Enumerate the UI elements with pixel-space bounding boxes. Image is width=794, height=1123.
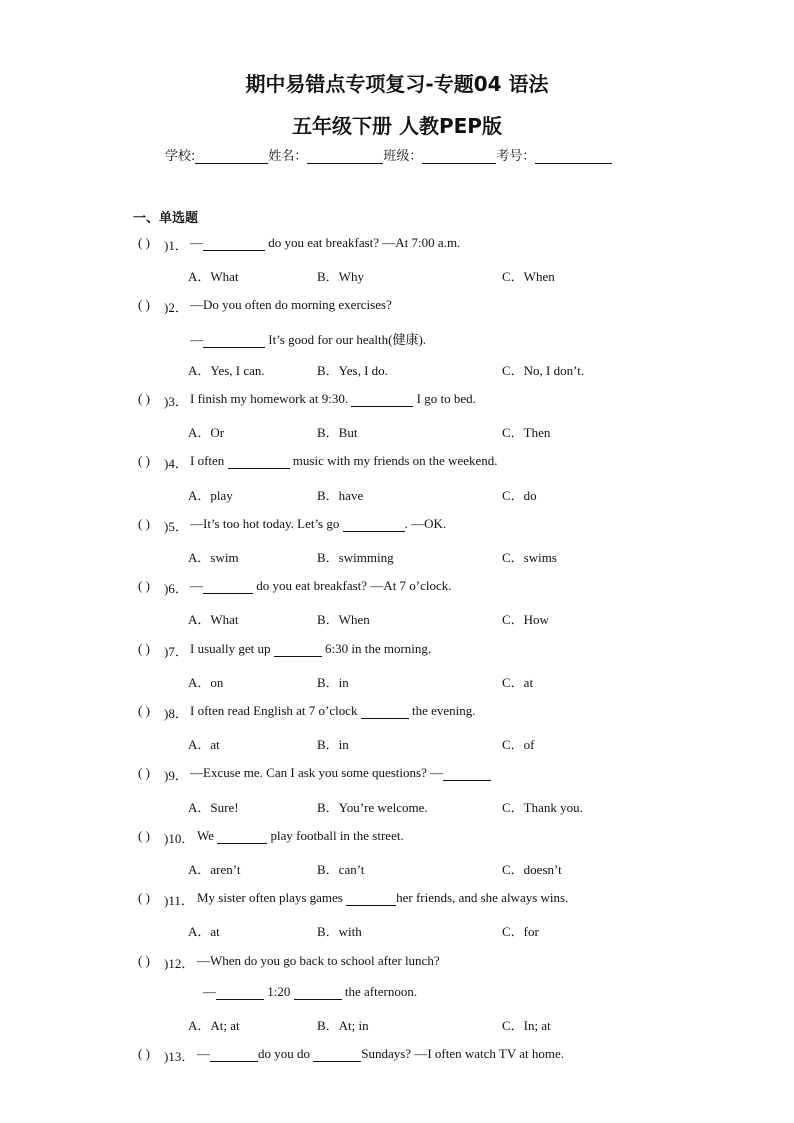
student-info-fields: [165, 145, 612, 164]
question-text: —When do you go back to school after lunch?: [197, 953, 440, 968]
name-label: 姓名：: [268, 149, 308, 164]
answer-blank[interactable]: [351, 395, 413, 407]
class-blank[interactable]: [422, 151, 496, 164]
question-text: do you do: [258, 1046, 314, 1061]
question-text: the evening.: [408, 703, 476, 718]
option-c[interactable]: C．for: [502, 924, 539, 939]
question-line: [190, 453, 498, 469]
option-c[interactable]: C．No, I don’t.: [502, 363, 585, 378]
answer-blank[interactable]: [216, 988, 264, 1000]
option-a[interactable]: A．What: [188, 612, 239, 627]
question-line: [190, 235, 460, 251]
answer-blank[interactable]: [346, 894, 396, 906]
question-text: I usually get up: [190, 641, 274, 656]
name-blank[interactable]: [307, 151, 383, 164]
question-text: —Excuse me. Can I ask you some questions? —: [190, 765, 444, 780]
option-c[interactable]: C．at: [502, 675, 534, 690]
question-number: )11．: [164, 893, 194, 908]
question-text: —: [190, 578, 203, 593]
option-c[interactable]: C．do: [502, 488, 537, 503]
answer-blank[interactable]: [443, 769, 491, 781]
answer-parentheses[interactable]: ( ): [138, 391, 150, 406]
answer-blank[interactable]: [203, 239, 265, 251]
option-a[interactable]: A．Or: [188, 425, 225, 440]
number-label: 考号：: [496, 149, 536, 164]
page-title: 期中易错点专项复习-专题04 语法: [245, 72, 549, 96]
option-b[interactable]: B．At; in: [317, 1018, 369, 1033]
question-text: —: [197, 1046, 210, 1061]
question-line: [190, 641, 431, 657]
school-blank[interactable]: [195, 151, 268, 164]
option-c[interactable]: C．In; at: [502, 1018, 551, 1033]
question-number: )6．: [164, 581, 188, 596]
question-text: 1:20: [264, 984, 294, 999]
question-line: [197, 1046, 564, 1062]
answer-parentheses[interactable]: ( ): [138, 953, 150, 968]
question-text: music with my friends on the weekend.: [289, 453, 498, 468]
answer-blank[interactable]: [228, 457, 290, 469]
question-text: We: [197, 828, 218, 843]
page-subtitle: 五年级下册 人教PEP版: [292, 114, 502, 138]
question-line: [190, 703, 476, 719]
question-line: [197, 828, 404, 844]
question-line-2: [203, 984, 417, 1000]
question-number: )13．: [164, 1049, 195, 1064]
option-a[interactable]: A．at: [188, 924, 220, 939]
question-number: )5．: [164, 519, 188, 534]
option-a[interactable]: A．at: [188, 737, 220, 752]
option-b[interactable]: B．swimming: [317, 550, 394, 565]
option-b[interactable]: B．in: [317, 675, 349, 690]
question-text: —: [190, 235, 203, 250]
answer-blank[interactable]: [343, 520, 405, 532]
option-c[interactable]: C．doesn’t: [502, 862, 562, 877]
school-label: 学校:: [165, 149, 196, 164]
section-title: 一、单选题: [133, 211, 199, 226]
answer-parentheses[interactable]: ( ): [138, 578, 150, 593]
option-a[interactable]: A．on: [188, 675, 224, 690]
question-line-2: [190, 329, 426, 348]
question-number: )12．: [164, 956, 195, 971]
question-text: My sister often plays games: [197, 890, 347, 905]
question-text: her friends, and she always wins.: [396, 890, 569, 905]
answer-blank[interactable]: [361, 707, 409, 719]
option-c[interactable]: C．Then: [502, 425, 551, 440]
question-line: [190, 578, 452, 594]
option-c[interactable]: C．How: [502, 612, 549, 627]
answer-parentheses[interactable]: ( ): [138, 235, 150, 250]
option-b[interactable]: B．have: [317, 488, 364, 503]
question-line: [190, 391, 476, 407]
option-b[interactable]: B．Why: [317, 269, 364, 284]
question-text: play football in the street.: [267, 828, 404, 843]
answer-parentheses[interactable]: ( ): [138, 1046, 150, 1061]
option-b[interactable]: B．in: [317, 737, 349, 752]
question-number: )4．: [164, 456, 188, 471]
question-number: )3．: [164, 394, 188, 409]
option-c[interactable]: C．swims: [502, 550, 557, 565]
answer-blank[interactable]: [274, 645, 322, 657]
answer-parentheses[interactable]: ( ): [138, 765, 150, 780]
option-c[interactable]: C．When: [502, 269, 555, 284]
answer-blank[interactable]: [210, 1050, 258, 1062]
answer-parentheses[interactable]: ( ): [138, 516, 150, 531]
answer-blank[interactable]: [313, 1050, 361, 1062]
question-number: )9．: [164, 768, 188, 783]
answer-parentheses[interactable]: ( ): [138, 641, 150, 656]
question-text: —Do you often do morning exercises?: [190, 297, 392, 312]
option-a[interactable]: A．Sure!: [188, 800, 239, 815]
answer-parentheses[interactable]: ( ): [138, 703, 150, 718]
option-c[interactable]: C．of: [502, 737, 535, 752]
question-line: [190, 297, 392, 313]
option-b[interactable]: B．But: [317, 425, 358, 440]
option-a[interactable]: A．aren’t: [188, 862, 241, 877]
number-blank[interactable]: [535, 151, 612, 164]
option-b[interactable]: B．Yes, I do.: [317, 363, 388, 378]
answer-blank[interactable]: [203, 582, 253, 594]
answer-blank[interactable]: [217, 832, 267, 844]
answer-parentheses[interactable]: ( ): [138, 890, 150, 905]
question-text: do you eat breakfast? —At 7:00 a.m.: [265, 235, 461, 250]
question-text: Sundays? —I often watch TV at home.: [361, 1046, 565, 1061]
question-line: [197, 953, 440, 969]
question-number: )2．: [164, 300, 188, 315]
question-text: do you eat breakfast? —At 7 o’clock.: [253, 578, 452, 593]
option-a[interactable]: A．swim: [188, 550, 239, 565]
option-a[interactable]: A．Yes, I can.: [188, 363, 265, 378]
question-text: —: [190, 332, 203, 347]
option-a[interactable]: A．What: [188, 269, 239, 284]
question-text: —It’s too hot today. Let’s go: [190, 516, 343, 531]
option-b[interactable]: B．with: [317, 924, 362, 939]
question-text: It’s good for our health(健康).: [265, 332, 427, 347]
question-number: )10．: [164, 831, 195, 846]
question-text: I finish my homework at 9:30.: [190, 391, 352, 406]
question-text: —: [203, 984, 216, 999]
option-b[interactable]: B．You’re welcome.: [317, 800, 428, 815]
answer-parentheses[interactable]: ( ): [138, 453, 150, 468]
option-a[interactable]: A．play: [188, 488, 233, 503]
question-text: I go to bed.: [413, 391, 476, 406]
question-line: [190, 516, 446, 532]
option-c[interactable]: C．Thank you.: [502, 800, 583, 815]
option-b[interactable]: B．can’t: [317, 862, 365, 877]
question-line: [190, 765, 491, 781]
answer-blank[interactable]: [203, 336, 265, 348]
question-text: . —OK.: [404, 516, 447, 531]
question-text: I often read English at 7 o’clock: [190, 703, 361, 718]
option-b[interactable]: B．When: [317, 612, 370, 627]
question-number: )7．: [164, 644, 188, 659]
answer-parentheses[interactable]: ( ): [138, 828, 150, 843]
answer-blank[interactable]: [294, 988, 342, 1000]
question-text: the afternoon.: [341, 984, 418, 999]
question-line: [197, 890, 568, 906]
option-a[interactable]: A．At; at: [188, 1018, 240, 1033]
answer-parentheses[interactable]: ( ): [138, 297, 150, 312]
class-label: 班级：: [383, 149, 423, 164]
question-text: 6:30 in the morning.: [321, 641, 432, 656]
question-number: )1．: [164, 238, 188, 253]
question-text: I often: [190, 453, 228, 468]
question-number: )8．: [164, 706, 188, 721]
